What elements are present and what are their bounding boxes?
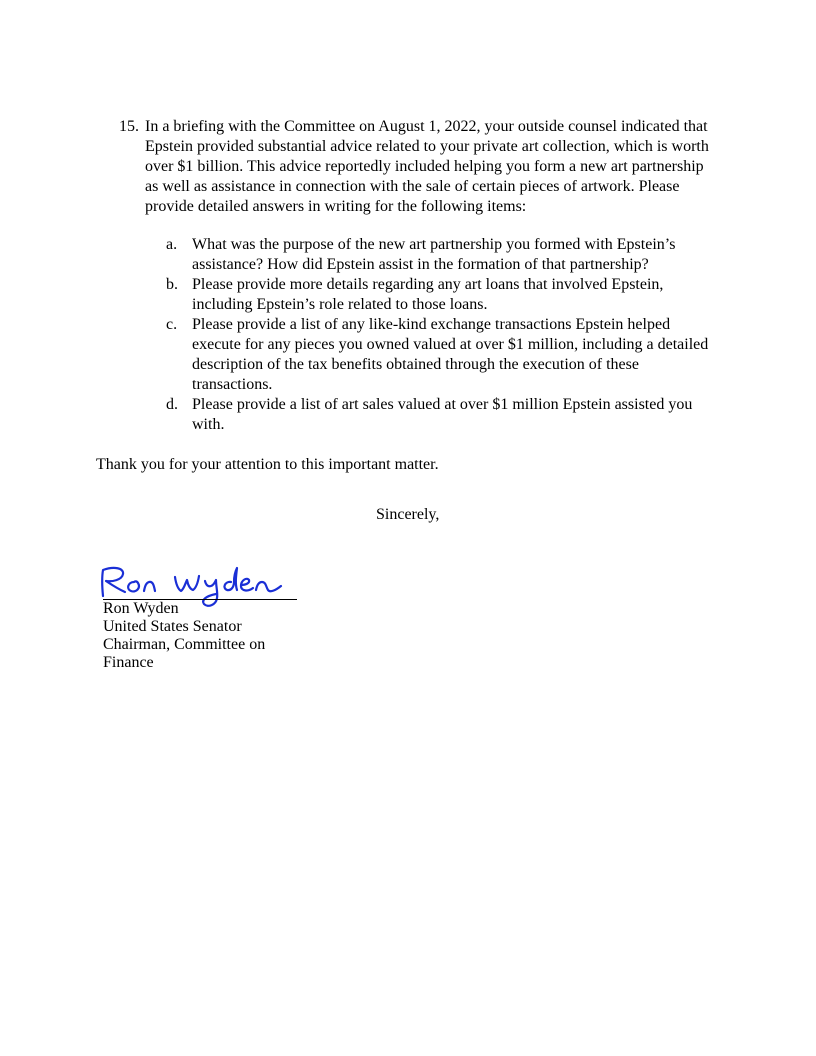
- question-paragraph: [145, 117, 725, 217]
- signer-title: Chairman, Committee on: [103, 636, 266, 653]
- signer-name: Ron Wyden: [103, 600, 179, 617]
- list-item-text: [192, 275, 726, 315]
- sub-question-list: [166, 235, 726, 435]
- signer-title: United States Senator: [103, 618, 242, 635]
- list-item: [166, 235, 726, 275]
- list-item-letter: a.: [166, 236, 178, 253]
- list-item-letter: b.: [166, 276, 178, 293]
- list-item-line: assistance? How did Epstein assist in the formation of that partnership?: [192, 256, 649, 273]
- question-line: In a briefing with the Committee on August 1, 2022, your outside counsel indicated that: [145, 118, 708, 135]
- list-item-text: [192, 235, 726, 275]
- list-item: [166, 315, 726, 395]
- list-item-text: [192, 315, 726, 395]
- list-item-line: Please provide a list of any like-kind exchange transactions Epstein helped: [192, 316, 671, 333]
- signer-block: [103, 600, 303, 672]
- list-item-line: execute for any pieces you owned valued at over $1 million, including a detailed: [192, 336, 709, 353]
- list-item-letter: c.: [166, 316, 178, 333]
- question-line: Epstein provided substantial advice related to your private art collection, which is worth: [145, 138, 709, 155]
- list-item-line: description of the tax benefits obtained through the execution of these: [192, 356, 639, 373]
- list-item-line: What was the purpose of the new art partnership you formed with Epstein’s: [192, 236, 676, 253]
- list-item-line: Please provide a list of art sales valued at over $1 million Epstein assisted you: [192, 396, 693, 413]
- list-item-line: including Epstein’s role related to those loans.: [192, 296, 488, 313]
- signer-title: Finance: [103, 654, 154, 671]
- list-item: [166, 395, 726, 435]
- question-line: over $1 billion. This advice reportedly included helping you form a new art partnership: [145, 158, 704, 175]
- question-line: provide detailed answers in writing for the following items:: [145, 198, 527, 215]
- list-item-line: transactions.: [192, 376, 273, 393]
- list-item-line: with.: [192, 416, 225, 433]
- complimentary-close: Sincerely,: [376, 506, 440, 523]
- list-item-text: [192, 395, 726, 435]
- closing-sentence: Thank you for your attention to this important matter.: [96, 456, 439, 473]
- question-line: as well as assistance in connection with the sale of certain pieces of artwork. Please: [145, 178, 680, 195]
- list-item: [166, 275, 726, 315]
- list-item-letter: d.: [166, 396, 178, 413]
- list-item-line: Please provide more details regarding any art loans that involved Epstein,: [192, 276, 664, 293]
- question-number: 15.: [119, 118, 139, 135]
